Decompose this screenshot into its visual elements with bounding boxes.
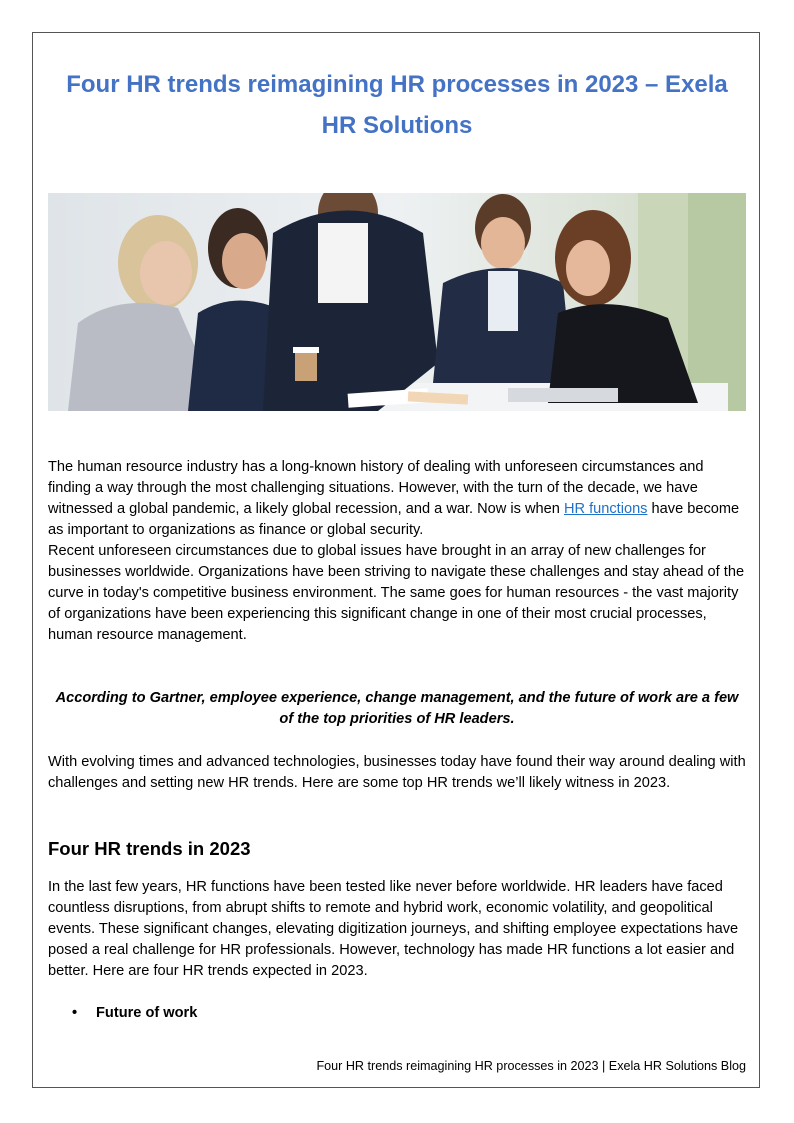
trends-description-paragraph: In the last few years, HR functions have been tested like never before worldwide. HR leaders have faced countless disruptions, from abrupt shifts to remote and hybrid work, economic volatility, and geopolitical events. These significant changes, elevating digitization journeys, and shifting employee expectations have posed a real challenge for HR professionals. However, technology has made HR functions a lot easier and better. Here are four HR trends expected in 2023. <box>48 879 739 979</box>
page-footer: Four HR trends reimagining HR processes in 2023 | Exela HR Solutions Blog <box>316 1059 746 1073</box>
hero-image <box>48 193 746 411</box>
team-meeting-photo <box>48 193 746 411</box>
intro-text-part1: The human resource industry has a long-known history of dealing with unforeseen circumstances and finding a way through the most challenging situations. However, with the turn of the decade, we have witnessed a global pandemic, a likely global recession, and a war. Now is when <box>48 459 704 517</box>
gartner-quote: According to Gartner, employee experience, change management, and the future of work are a few of the top priorities of HR leaders. <box>55 690 739 727</box>
trends-intro-paragraph: With evolving times and advanced technologies, businesses today have found their way around dealing with challenges and setting new HR trends. Here are some top HR trends we’ll likely witness in 2023. <box>48 754 746 791</box>
section-heading: Four HR trends in 2023 <box>48 838 251 859</box>
hr-functions-link[interactable]: HR functions <box>563 501 648 517</box>
list-item <box>48 1003 197 1024</box>
intro-paragraph-2: Recent unforeseen circumstances due to global issues have brought in an array of new challenges for businesses worldwide. Organizations have been striving to navigate these challenges and stay ahead of the curve in today's competitive business environment. The same goes for human resources - the vast majority of organizations have been experiencing this significant change in one of their most crucial processes, human resource management. <box>48 543 745 643</box>
intro-text-part2: have become as important to organizations as finance or global security. <box>48 501 740 538</box>
trends-list <box>48 1003 197 1024</box>
intro-paragraph <box>48 457 748 646</box>
bullet-icon: • <box>72 1005 78 1021</box>
list-item-label: Future of work <box>96 1005 198 1021</box>
document-title: Four HR trends reimagining HR processes in 2023 – Exela HR Solutions <box>66 71 728 139</box>
